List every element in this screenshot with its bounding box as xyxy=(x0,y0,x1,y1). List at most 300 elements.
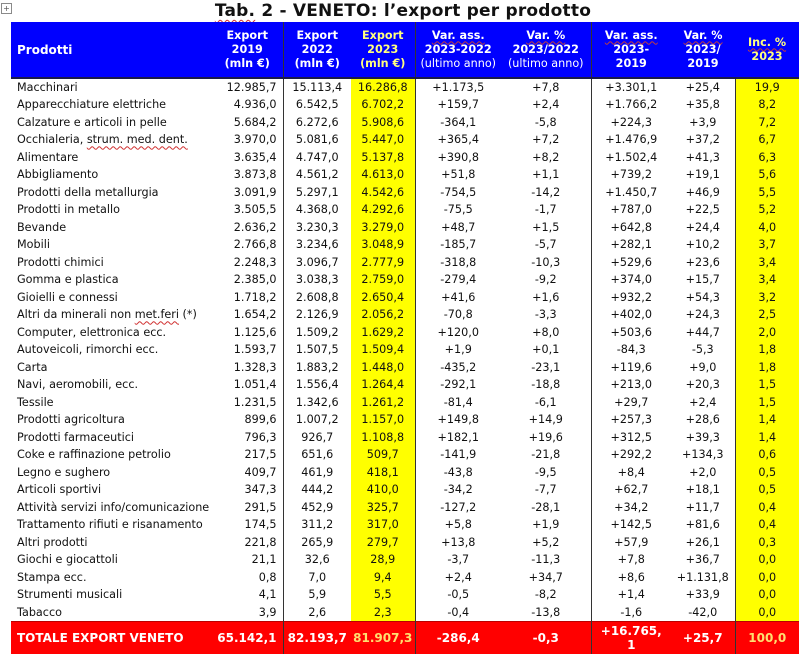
product-name: Prodotti in metallo xyxy=(17,203,120,217)
var-ass-2023-2022: +13,8 xyxy=(415,534,501,552)
var-ass-2023-2022: +120,0 xyxy=(415,324,501,342)
var-pct-2023-2022: -5,8 xyxy=(534,115,557,129)
product-name: Computer, elettronica ecc. xyxy=(17,325,167,339)
header-var-ass-2023-2019: Var. ass. 2023- 2019 xyxy=(591,22,671,78)
export-2023: 1.448,0 xyxy=(351,359,415,377)
export-2023: 2,3 xyxy=(351,604,415,622)
export-2023: 1.629,2 xyxy=(351,324,415,342)
export-2022: 15.113,4 xyxy=(283,78,351,96)
export-2023: 4.292,6 xyxy=(351,201,415,219)
table-row xyxy=(11,131,799,149)
var-pct-2023-2022: +8,2 xyxy=(532,150,560,164)
export-2019: 1.654,2 xyxy=(233,308,277,322)
total-var-ass-2023-2022: -286,4 xyxy=(415,621,501,654)
table-row xyxy=(11,219,799,237)
export-2022: 926,7 xyxy=(283,429,351,447)
var-pct-2023-2019: -42,0 xyxy=(688,605,718,619)
table-row xyxy=(11,446,799,464)
var-ass-2023-2019: +34,2 xyxy=(591,499,671,517)
export-2023: 418,1 xyxy=(351,464,415,482)
inc-pct-2023: 1,5 xyxy=(735,376,799,394)
product-name: Articoli sportivi xyxy=(17,483,102,497)
product-name: Apparecchiature elettriche xyxy=(17,98,167,112)
product-name: Mobili xyxy=(17,238,50,252)
inc-pct-2023: 3,7 xyxy=(735,236,799,254)
inc-pct-2023: 8,2 xyxy=(735,96,799,114)
var-ass-2023-2019: +312,5 xyxy=(591,429,671,447)
var-ass-2023-2022: +5,8 xyxy=(415,516,501,534)
table-row xyxy=(11,586,799,604)
inc-pct-2023: 6,3 xyxy=(735,149,799,167)
table-row xyxy=(11,411,799,429)
var-pct-2023-2022: -21,8 xyxy=(531,448,561,462)
var-pct-2023-2019: +24,3 xyxy=(685,308,720,322)
total-export-2023: 81.907,3 xyxy=(351,621,415,654)
product-name: Attività servizi info/comunicazione xyxy=(17,500,210,514)
export-2022: 5.297,1 xyxy=(283,184,351,202)
inc-pct-2023: 2,5 xyxy=(735,306,799,324)
var-ass-2023-2022: -43,8 xyxy=(415,464,501,482)
var-ass-2023-2022: -75,5 xyxy=(415,201,501,219)
product-name: Altri da minerali non met.feri (*) xyxy=(17,308,197,322)
title-prefix: Tab. xyxy=(214,1,256,21)
var-ass-2023-2019: +739,2 xyxy=(591,166,671,184)
inc-pct-2023: 3,4 xyxy=(735,271,799,289)
var-ass-2023-2022: -127,2 xyxy=(415,499,501,517)
header-row xyxy=(11,22,799,78)
var-pct-2023-2019: +20,3 xyxy=(685,378,720,392)
export-2019: 4.936,0 xyxy=(233,98,277,112)
export-2019: 1.718,2 xyxy=(233,290,277,304)
export-2019: 4,1 xyxy=(258,588,277,602)
header-var-pct-2023-2019: Var. % 2023/ 2019 xyxy=(671,22,735,78)
export-2019: 5.684,2 xyxy=(233,115,277,129)
var-ass-2023-2019: +503,6 xyxy=(591,324,671,342)
inc-pct-2023: 0,0 xyxy=(735,604,799,622)
table-row xyxy=(11,149,799,167)
export-2019: 409,7 xyxy=(244,465,277,479)
var-ass-2023-2019: +292,2 xyxy=(591,446,671,464)
header-export-2019: Export 2019 (mln €) xyxy=(212,22,283,78)
product-name: Gomma e plastica xyxy=(17,273,119,287)
inc-pct-2023: 0,3 xyxy=(735,534,799,552)
var-pct-2023-2019: -5,3 xyxy=(691,343,714,357)
var-pct-2023-2022: +8,0 xyxy=(532,325,560,339)
inc-pct-2023: 0,6 xyxy=(735,446,799,464)
export-2019: 174,5 xyxy=(244,518,277,532)
var-ass-2023-2022: -0,5 xyxy=(415,586,501,604)
export-2022: 3.038,3 xyxy=(283,271,351,289)
var-ass-2023-2022: -185,7 xyxy=(415,236,501,254)
var-pct-2023-2022: -10,3 xyxy=(531,255,561,269)
export-2019: 796,3 xyxy=(244,430,277,444)
inc-pct-2023: 1,4 xyxy=(735,429,799,447)
var-ass-2023-2022: +1,9 xyxy=(415,341,501,359)
var-ass-2023-2019: +3.301,1 xyxy=(591,78,671,96)
inc-pct-2023: 4,0 xyxy=(735,219,799,237)
var-ass-2023-2019: +529,6 xyxy=(591,254,671,272)
var-ass-2023-2022: -34,2 xyxy=(415,481,501,499)
inc-pct-2023: 7,2 xyxy=(735,114,799,132)
product-name: Gioielli e connessi xyxy=(17,290,118,304)
export-2019: 1.125,6 xyxy=(233,325,277,339)
var-pct-2023-2019: +15,7 xyxy=(685,273,720,287)
table-title xyxy=(0,0,800,22)
export-2023: 6.702,2 xyxy=(351,96,415,114)
var-ass-2023-2019: +8,4 xyxy=(591,464,671,482)
var-ass-2023-2019: -1,6 xyxy=(591,604,671,622)
var-pct-2023-2022: +1,1 xyxy=(532,168,560,182)
product-name: Stampa ecc. xyxy=(17,570,87,584)
export-2022: 1.007,2 xyxy=(283,411,351,429)
total-export-2019: 65.142,1 xyxy=(212,621,283,654)
product-name: Altri prodotti xyxy=(17,535,88,549)
export-2019: 3.505,5 xyxy=(233,203,277,217)
export-2022: 1.342,6 xyxy=(283,394,351,412)
table-row xyxy=(11,166,799,184)
var-pct-2023-2022: +7,2 xyxy=(532,133,560,147)
product-name: Coke e raffinazione petrolio xyxy=(17,448,171,462)
var-pct-2023-2022: -1,7 xyxy=(534,203,557,217)
var-pct-2023-2019: +26,1 xyxy=(685,535,720,549)
var-ass-2023-2022: +48,7 xyxy=(415,219,501,237)
export-2023: 2.777,9 xyxy=(351,254,415,272)
var-ass-2023-2022: -318,8 xyxy=(415,254,501,272)
export-2023: 317,0 xyxy=(351,516,415,534)
export-2023: 2.056,2 xyxy=(351,306,415,324)
table-row xyxy=(11,516,799,534)
export-2019: 217,5 xyxy=(244,448,277,462)
var-ass-2023-2022: -364,1 xyxy=(415,114,501,132)
export-2019: 3.635,4 xyxy=(233,150,277,164)
var-ass-2023-2022: -141,9 xyxy=(415,446,501,464)
var-ass-2023-2019: +642,8 xyxy=(591,219,671,237)
export-2019: 2.248,3 xyxy=(233,255,277,269)
export-2023: 509,7 xyxy=(351,446,415,464)
table-row xyxy=(11,324,799,342)
export-2023: 5.137,8 xyxy=(351,149,415,167)
var-pct-2023-2022: +1,6 xyxy=(532,290,560,304)
export-2023: 325,7 xyxy=(351,499,415,517)
var-ass-2023-2019: +142,5 xyxy=(591,516,671,534)
var-pct-2023-2019: +11,7 xyxy=(685,500,720,514)
var-ass-2023-2022: +149,8 xyxy=(415,411,501,429)
product-name: Giochi e giocattoli xyxy=(17,553,118,567)
total-export-2022: 82.193,7 xyxy=(283,621,351,654)
total-var-pct-2023-2022: -0,3 xyxy=(501,621,591,654)
export-2019: 21,1 xyxy=(251,553,277,567)
var-ass-2023-2022: -3,7 xyxy=(415,551,501,569)
inc-pct-2023: 0,4 xyxy=(735,499,799,517)
export-2023: 5.908,6 xyxy=(351,114,415,132)
var-pct-2023-2019: +19,1 xyxy=(685,168,720,182)
table-row xyxy=(11,254,799,272)
product-name: Legno e sughero xyxy=(17,465,111,479)
var-ass-2023-2019: +282,1 xyxy=(591,236,671,254)
var-ass-2023-2019: +374,0 xyxy=(591,271,671,289)
inc-pct-2023: 5,6 xyxy=(735,166,799,184)
product-name: Trattamento rifiuti e risanamento xyxy=(17,518,203,532)
var-pct-2023-2019: +33,9 xyxy=(685,588,720,602)
export-2022: 444,2 xyxy=(283,481,351,499)
var-pct-2023-2022: -7,7 xyxy=(534,483,557,497)
export-2022: 1.509,2 xyxy=(283,324,351,342)
var-ass-2023-2022: +51,8 xyxy=(415,166,501,184)
spellcheck-underline: strum. med. dent. xyxy=(86,133,188,147)
export-2023: 9,4 xyxy=(351,569,415,587)
export-2022: 6.542,5 xyxy=(283,96,351,114)
table-row xyxy=(11,551,799,569)
var-pct-2023-2019: +25,4 xyxy=(685,81,720,94)
var-pct-2023-2019: +39,3 xyxy=(685,430,720,444)
table-row xyxy=(11,236,799,254)
var-ass-2023-2019: +57,9 xyxy=(591,534,671,552)
export-2023: 16.286,8 xyxy=(351,78,415,96)
var-pct-2023-2022: +1,9 xyxy=(532,518,560,532)
export-2019: 347,3 xyxy=(244,483,277,497)
product-name: Occhialeria, strum. med. dent. xyxy=(17,133,188,147)
spellcheck-underline: met.feri xyxy=(134,308,179,322)
var-ass-2023-2019: +7,8 xyxy=(591,551,671,569)
export-2019: 899,6 xyxy=(244,413,277,427)
table-row xyxy=(11,341,799,359)
header-var-pct-2023-2022: Var. % 2023/2022 (ultimo anno) xyxy=(501,22,591,78)
table-row xyxy=(11,78,799,96)
total-var-ass-2023-2019: +16.765, 1 xyxy=(591,621,671,654)
var-pct-2023-2019: +1.131,8 xyxy=(676,570,729,584)
var-pct-2023-2019: +46,9 xyxy=(685,185,720,199)
var-pct-2023-2019: +23,6 xyxy=(685,255,720,269)
export-2019: 2.766,8 xyxy=(233,238,277,252)
var-ass-2023-2019: +62,7 xyxy=(591,481,671,499)
var-pct-2023-2022: +19,6 xyxy=(528,430,563,444)
product-name: Macchinari xyxy=(17,81,78,94)
export-2023: 410,0 xyxy=(351,481,415,499)
export-2023: 5,5 xyxy=(351,586,415,604)
var-pct-2023-2019: +54,3 xyxy=(685,290,720,304)
var-ass-2023-2022: -292,1 xyxy=(415,376,501,394)
table-row xyxy=(11,481,799,499)
var-pct-2023-2022: -9,2 xyxy=(534,273,557,287)
export-2022: 4.561,2 xyxy=(283,166,351,184)
table-row xyxy=(11,534,799,552)
product-name: Prodotti agricoltura xyxy=(17,413,125,427)
inc-pct-2023: 5,5 xyxy=(735,184,799,202)
header-export-2022: Export 2022 (mln €) xyxy=(283,22,351,78)
var-pct-2023-2022: -14,2 xyxy=(531,185,561,199)
table-move-handle-icon[interactable]: + xyxy=(1,3,12,14)
table-row xyxy=(11,289,799,307)
product-name: Tabacco xyxy=(17,605,62,619)
product-name: Navi, aeromobili, ecc. xyxy=(17,378,139,392)
export-2022: 461,9 xyxy=(283,464,351,482)
product-name: Alimentare xyxy=(17,150,79,164)
var-ass-2023-2019: +257,3 xyxy=(591,411,671,429)
var-ass-2023-2022: +41,6 xyxy=(415,289,501,307)
export-2022: 4.368,0 xyxy=(283,201,351,219)
product-name: Prodotti della metallurgia xyxy=(17,185,159,199)
product-name: Strumenti musicali xyxy=(17,588,123,602)
var-ass-2023-2022: -0,4 xyxy=(415,604,501,622)
var-ass-2023-2019: +402,0 xyxy=(591,306,671,324)
var-ass-2023-2019: +1.766,2 xyxy=(591,96,671,114)
table-row xyxy=(11,114,799,132)
total-var-pct-2023-2019: +25,7 xyxy=(671,621,735,654)
total-row xyxy=(11,621,799,654)
export-2019: 2.385,0 xyxy=(233,273,277,287)
var-pct-2023-2022: -11,3 xyxy=(531,553,561,567)
var-ass-2023-2019: +1.450,7 xyxy=(591,184,671,202)
var-pct-2023-2019: +2,4 xyxy=(689,395,717,409)
product-name: Prodotti chimici xyxy=(17,255,104,269)
var-ass-2023-2022: +1.173,5 xyxy=(415,78,501,96)
var-pct-2023-2022: +14,9 xyxy=(528,413,563,427)
inc-pct-2023: 1,4 xyxy=(735,411,799,429)
inc-pct-2023: 2,0 xyxy=(735,324,799,342)
var-pct-2023-2019: +37,2 xyxy=(685,133,720,147)
export-2019: 3.970,0 xyxy=(233,133,277,147)
export-2022: 651,6 xyxy=(283,446,351,464)
export-2023: 4.613,0 xyxy=(351,166,415,184)
export-2019: 1.593,7 xyxy=(233,343,277,357)
var-pct-2023-2022: +7,8 xyxy=(532,81,560,94)
export-2023: 1.509,4 xyxy=(351,341,415,359)
export-2023: 2.759,0 xyxy=(351,271,415,289)
var-pct-2023-2022: -5,7 xyxy=(534,238,557,252)
export-2022: 2.608,8 xyxy=(283,289,351,307)
export-2022: 32,6 xyxy=(283,551,351,569)
product-name: Calzature e articoli in pelle xyxy=(17,115,167,129)
table-row xyxy=(11,376,799,394)
inc-pct-2023: 3,2 xyxy=(735,289,799,307)
product-name: Bevande xyxy=(17,220,67,234)
table-row xyxy=(11,499,799,517)
export-2019: 1.051,4 xyxy=(233,378,277,392)
table-row xyxy=(11,394,799,412)
var-pct-2023-2022: -23,1 xyxy=(531,360,561,374)
inc-pct-2023: 0,0 xyxy=(735,586,799,604)
var-pct-2023-2022: -9,5 xyxy=(534,465,557,479)
table-row xyxy=(11,429,799,447)
var-ass-2023-2022: +159,7 xyxy=(415,96,501,114)
var-ass-2023-2019: +932,2 xyxy=(591,289,671,307)
export-2022: 3.096,7 xyxy=(283,254,351,272)
var-ass-2023-2019: +213,0 xyxy=(591,376,671,394)
var-pct-2023-2019: +10,2 xyxy=(685,238,720,252)
header-var-ass-2023-2022: Var. ass. 2023-2022 (ultimo anno) xyxy=(415,22,501,78)
var-pct-2023-2019: +3,9 xyxy=(689,115,717,129)
export-2019: 3.873,8 xyxy=(233,168,277,182)
export-2023: 28,9 xyxy=(351,551,415,569)
export-2023: 1.264,4 xyxy=(351,376,415,394)
export-2022: 3.234,6 xyxy=(283,236,351,254)
var-pct-2023-2019: +24,4 xyxy=(685,220,720,234)
export-2022: 1.507,5 xyxy=(283,341,351,359)
product-name: Abbigliamento xyxy=(17,168,99,182)
var-pct-2023-2022: +1,5 xyxy=(532,220,560,234)
inc-pct-2023: 1,8 xyxy=(735,341,799,359)
export-2022: 311,2 xyxy=(283,516,351,534)
product-name: Carta xyxy=(17,360,48,374)
export-2019: 291,5 xyxy=(244,500,277,514)
header-prodotti: Prodotti xyxy=(11,22,212,78)
var-pct-2023-2022: +2,4 xyxy=(532,98,560,112)
export-2023: 3.279,0 xyxy=(351,219,415,237)
var-ass-2023-2019: -84,3 xyxy=(591,341,671,359)
table-body xyxy=(11,78,799,654)
var-ass-2023-2019: +119,6 xyxy=(591,359,671,377)
export-2019: 1.231,5 xyxy=(233,395,277,409)
var-ass-2023-2022: +2,4 xyxy=(415,569,501,587)
var-pct-2023-2019: +2,0 xyxy=(689,465,717,479)
var-pct-2023-2019: +44,7 xyxy=(685,325,720,339)
export-2022: 7,0 xyxy=(283,569,351,587)
var-ass-2023-2022: -279,4 xyxy=(415,271,501,289)
export-table xyxy=(11,22,799,654)
var-pct-2023-2022: -28,1 xyxy=(531,500,561,514)
var-pct-2023-2022: -3,3 xyxy=(534,308,557,322)
var-pct-2023-2019: +134,3 xyxy=(682,448,724,462)
export-2023: 3.048,9 xyxy=(351,236,415,254)
export-2022: 2,6 xyxy=(283,604,351,622)
export-2019: 3,9 xyxy=(258,605,277,619)
var-ass-2023-2022: +365,4 xyxy=(415,131,501,149)
inc-pct-2023: 5,2 xyxy=(735,201,799,219)
table-row xyxy=(11,184,799,202)
table-row xyxy=(11,271,799,289)
total-label: TOTALE EXPORT VENETO xyxy=(11,621,212,654)
var-pct-2023-2022: +34,7 xyxy=(528,570,563,584)
export-2023: 4.542,6 xyxy=(351,184,415,202)
var-ass-2023-2019: +1,4 xyxy=(591,586,671,604)
export-2022: 1.556,4 xyxy=(283,376,351,394)
header-export-2023: Export 2023 (mln €) xyxy=(351,22,415,78)
export-2022: 265,9 xyxy=(283,534,351,552)
total-inc-pct-2023: 100,0 xyxy=(735,621,799,654)
export-2023: 279,7 xyxy=(351,534,415,552)
var-pct-2023-2019: +35,8 xyxy=(685,98,720,112)
inc-pct-2023: 0,4 xyxy=(735,516,799,534)
export-2022: 5,9 xyxy=(283,586,351,604)
var-pct-2023-2022: -8,2 xyxy=(534,588,557,602)
inc-pct-2023: 1,5 xyxy=(735,394,799,412)
product-name: Autoveicoli, rimorchi ecc. xyxy=(17,343,159,357)
var-ass-2023-2019: +8,6 xyxy=(591,569,671,587)
export-2019: 221,8 xyxy=(244,535,277,549)
var-ass-2023-2019: +29,7 xyxy=(591,394,671,412)
inc-pct-2023: 3,4 xyxy=(735,254,799,272)
export-2023: 2.650,4 xyxy=(351,289,415,307)
export-2019: 0,8 xyxy=(258,570,277,584)
export-2023: 1.157,0 xyxy=(351,411,415,429)
export-2022: 1.883,2 xyxy=(283,359,351,377)
var-ass-2023-2022: -754,5 xyxy=(415,184,501,202)
export-2019: 2.636,2 xyxy=(233,220,277,234)
var-ass-2023-2022: -81,4 xyxy=(415,394,501,412)
export-2022: 452,9 xyxy=(283,499,351,517)
var-ass-2023-2022: +182,1 xyxy=(415,429,501,447)
export-2022: 5.081,6 xyxy=(283,131,351,149)
inc-pct-2023: 19,9 xyxy=(735,78,799,96)
export-2023: 1.261,2 xyxy=(351,394,415,412)
var-ass-2023-2022: -435,2 xyxy=(415,359,501,377)
var-ass-2023-2019: +787,0 xyxy=(591,201,671,219)
var-pct-2023-2022: -18,8 xyxy=(531,378,561,392)
table-row xyxy=(11,201,799,219)
var-ass-2023-2022: -70,8 xyxy=(415,306,501,324)
inc-pct-2023: 0,5 xyxy=(735,464,799,482)
var-pct-2023-2022: -13,8 xyxy=(531,605,561,619)
